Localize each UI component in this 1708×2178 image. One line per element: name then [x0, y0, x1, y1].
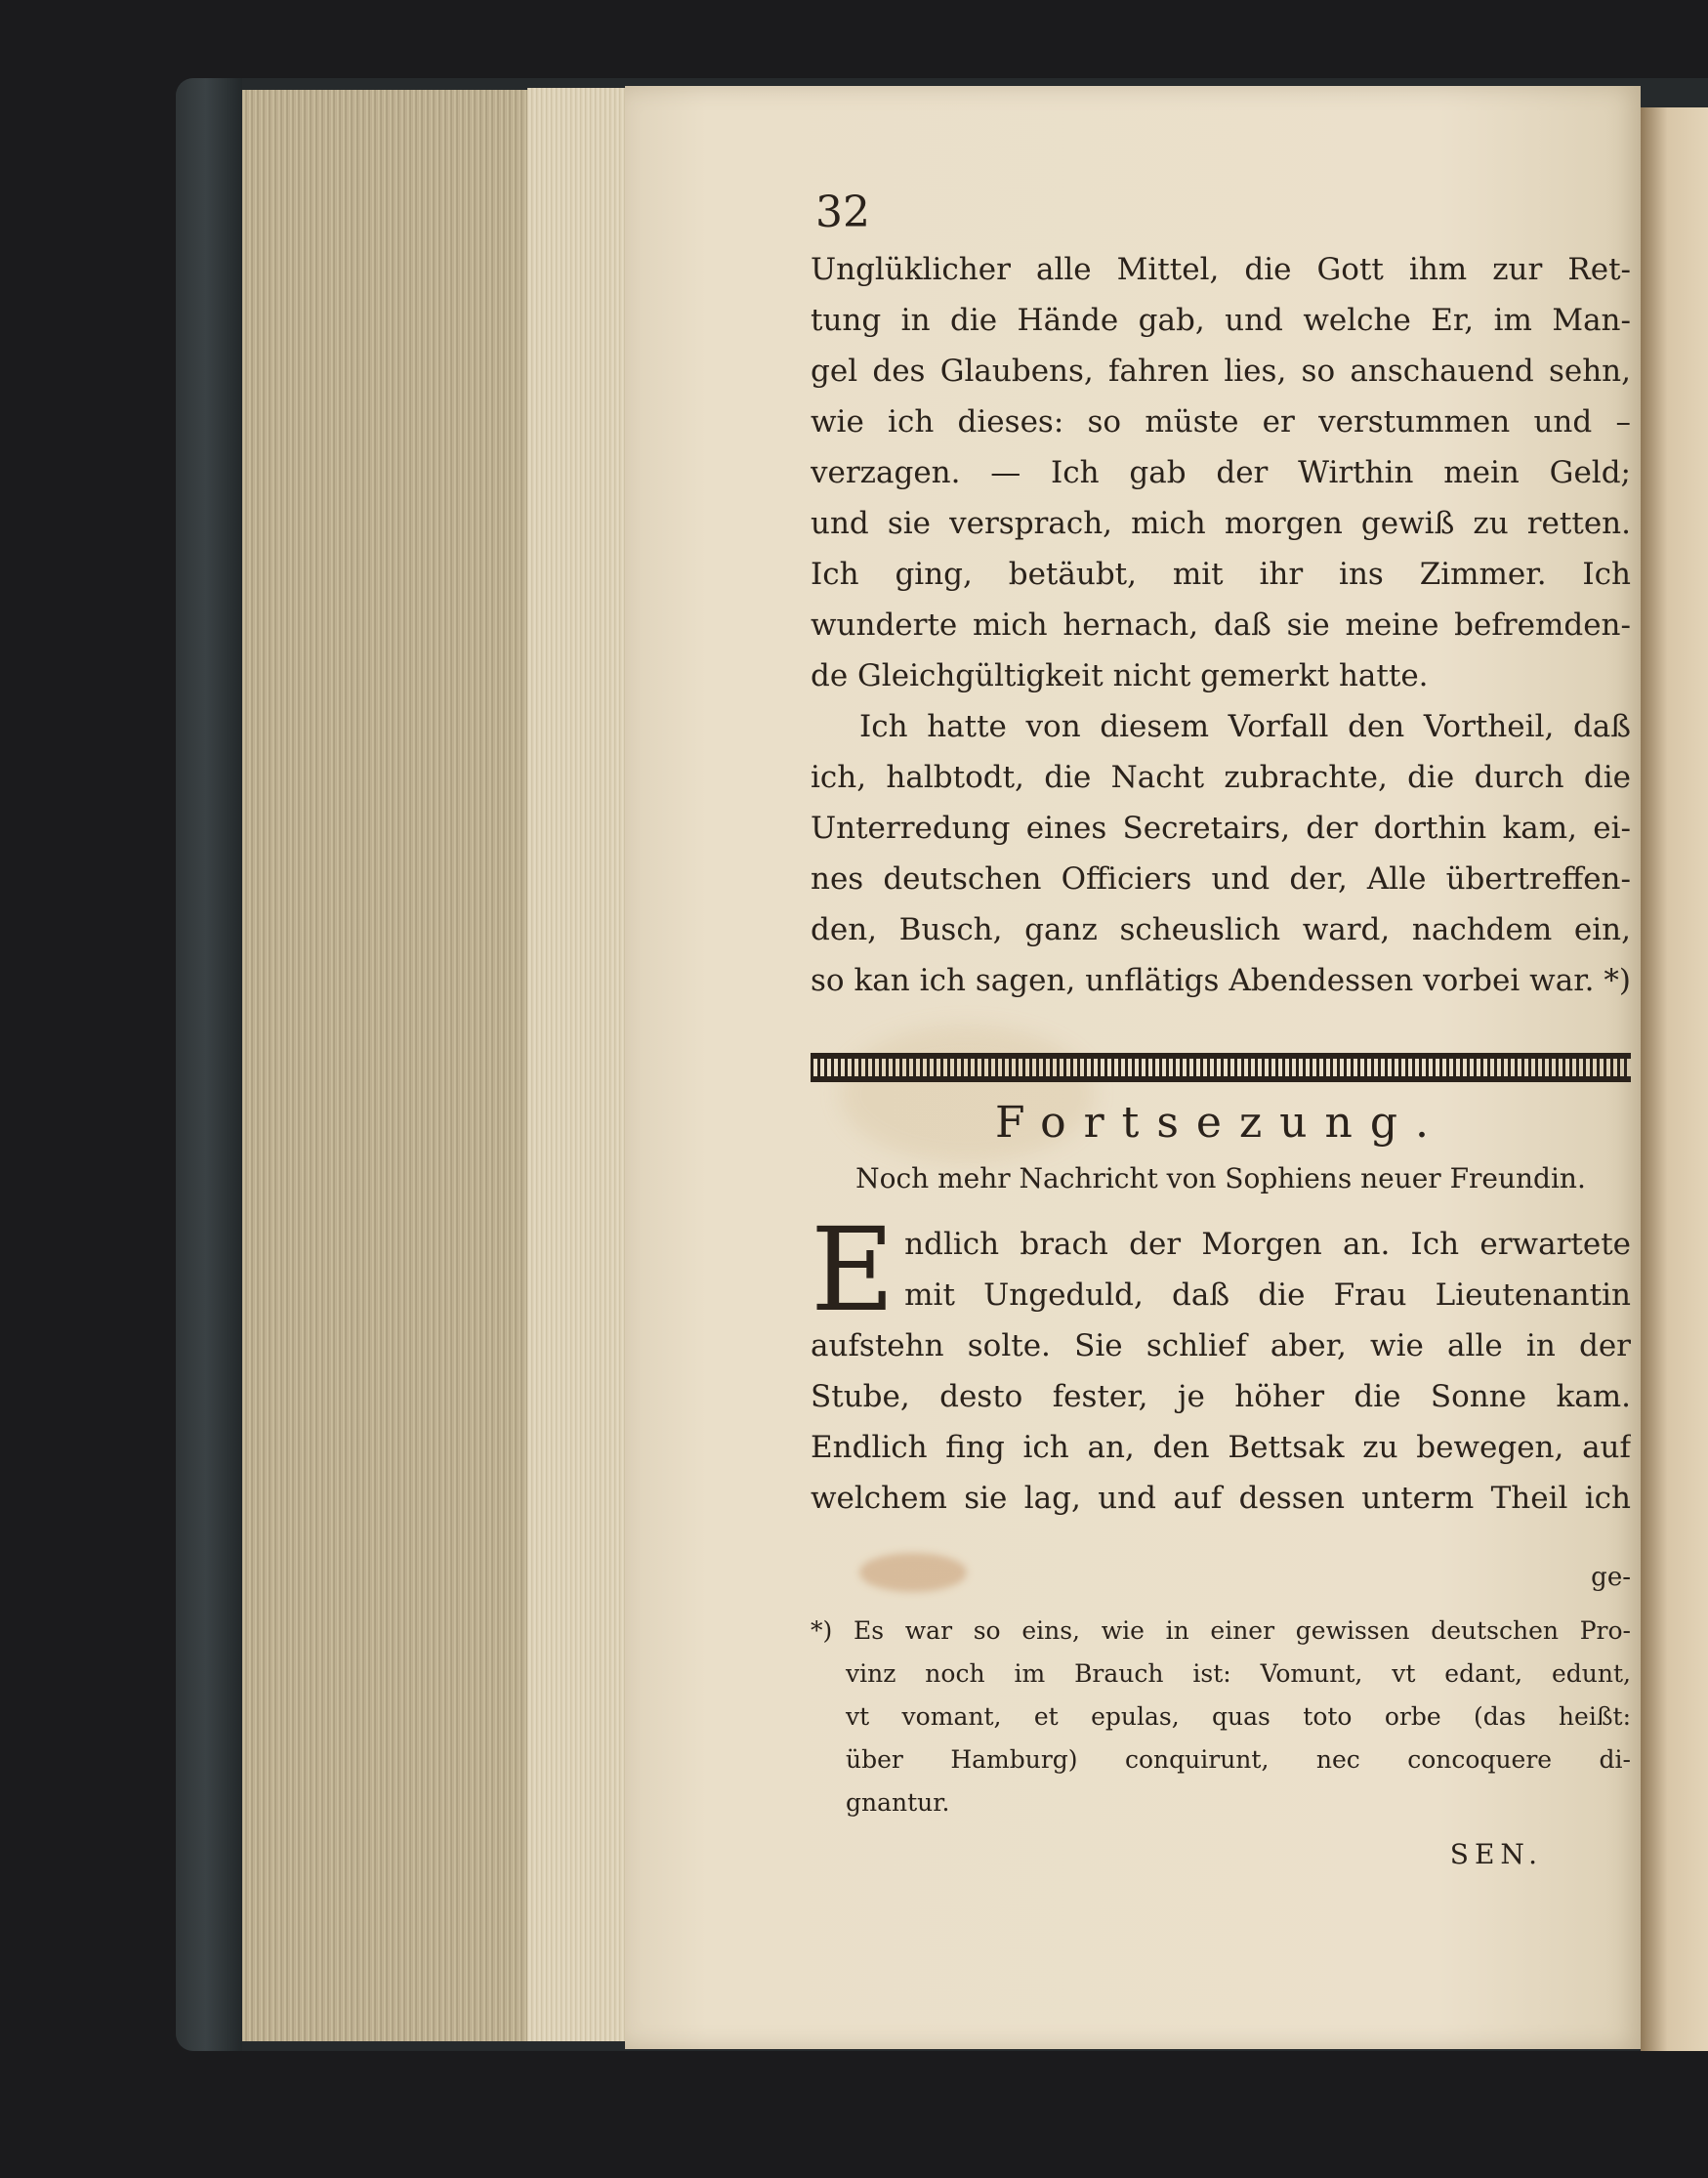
- section-subheading: Noch mehr Nachricht von Sophiens neuer Freundin.: [855, 1162, 1586, 1194]
- text-line: gel des Glaubens, fahren lies, so anschauend sehn,: [811, 354, 1631, 389]
- footnote-line: *) Es war so eins, wie in einer gewissen deutschen Pro-: [811, 1616, 1631, 1645]
- book-spine: [176, 78, 242, 2051]
- footnote-line: vinz noch im Brauch ist: Vomunt, vt edant, edunt,: [846, 1659, 1631, 1688]
- text-line: mit Ungeduld, daß die Frau Lieutenantin: [904, 1277, 1631, 1313]
- text-line: ndlich brach der Morgen an. Ich erwartete: [904, 1227, 1631, 1262]
- text-line: wunderte mich hernach, daß sie meine befremden-: [811, 607, 1631, 643]
- footnote-line: über Hamburg) conquirunt, nec concoquere di-: [846, 1745, 1631, 1774]
- footnote: [811, 1610, 1631, 1824]
- text-line: tung in die Hände gab, und welche Er, im Man-: [811, 303, 1631, 338]
- catchword: ge-: [1591, 1563, 1631, 1592]
- text-line: Ich ging, betäubt, mit ihr ins Zimmer. Ich: [811, 557, 1631, 592]
- footnote-line: gnantur.: [846, 1788, 950, 1817]
- text-line: wie ich dieses: so müste er verstummen und –: [811, 404, 1631, 440]
- text-line: ich, halbtodt, die Nacht zubrachte, die durch die: [811, 760, 1631, 795]
- text-line: Ich hatte von diesem Vorfall den Vortheil, daß: [859, 709, 1631, 744]
- drop-cap: E: [811, 1202, 896, 1337]
- page-edges: [242, 90, 564, 2041]
- text-line: de Gleichgültigkeit nicht gemerkt hatte.: [811, 658, 1429, 693]
- signature-mark: SEN.: [1449, 1838, 1543, 1870]
- paragraph-3: [811, 1202, 1631, 1524]
- text-line: aufstehn solte. Sie schlief aber, wie alle in der: [811, 1328, 1631, 1363]
- footnote-line: vt vomant, et epulas, quas toto orbe (das heißt:: [846, 1702, 1631, 1731]
- text-line: den, Busch, ganz scheuslich ward, nachdem ein,: [811, 912, 1631, 947]
- text-line: und sie versprach, mich morgen gewiß zu retten.: [811, 506, 1631, 541]
- page-number: 32: [815, 188, 870, 237]
- page-edges-inner: [527, 88, 635, 2041]
- text-line: verzagen. — Ich gab der Wirthin mein Geld;: [811, 455, 1631, 490]
- text-line: Endlich fing ich an, den Bettsak zu bewegen, auf: [811, 1430, 1631, 1465]
- text-line: Unterredung eines Secretairs, der dorthin kam, ei-: [811, 811, 1631, 846]
- text-line: nes deutschen Officiers und der, Alle übertreffen-: [811, 861, 1631, 897]
- paragraph-1: [811, 244, 1631, 1006]
- section-heading: Fortsezung.: [995, 1098, 1446, 1148]
- text-line: so kan ich sagen, unflätigs Abendessen vorbei war. *): [811, 963, 1631, 998]
- text-line: Unglüklicher alle Mittel, die Gott ihm zur Ret-: [811, 252, 1631, 287]
- section-divider: [811, 1053, 1631, 1082]
- facing-page-edge: [1641, 107, 1708, 2051]
- text-line: welchem sie lag, und auf dessen unterm Theil ich: [811, 1481, 1631, 1516]
- page-stain: [859, 1553, 967, 1592]
- text-line: Stube, desto fester, je höher die Sonne kam.: [811, 1379, 1631, 1414]
